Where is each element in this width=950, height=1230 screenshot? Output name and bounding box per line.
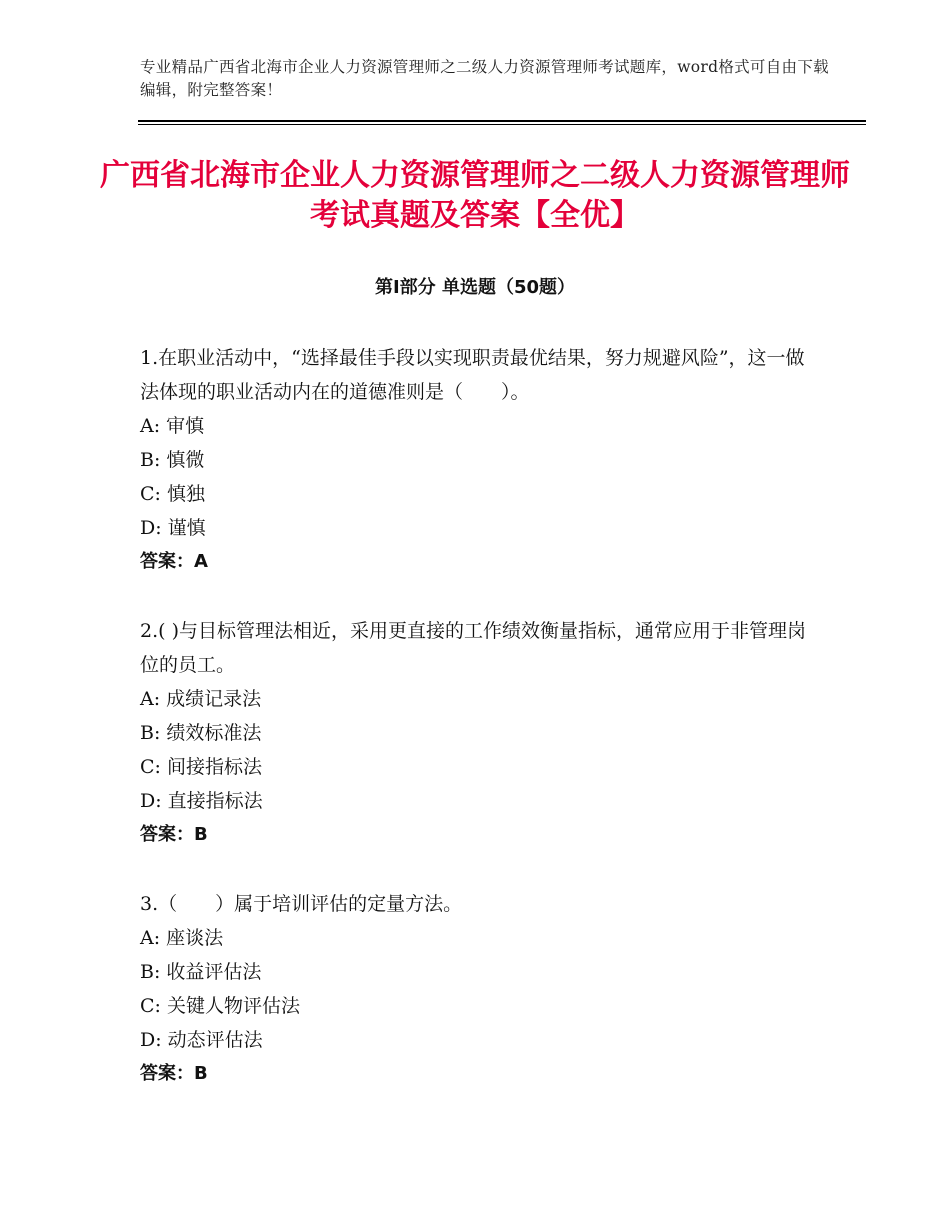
option-d: D: 动态评估法: [140, 1029, 263, 1051]
question-stem: 1.在职业活动中，“选择最佳手段以实现职责最优结果，努力规避风险”，这一做法体现的职业活动内在的道德准则是（ ）。: [140, 347, 805, 403]
option-b: B: 绩效标准法: [140, 722, 262, 744]
option-a: A: 座谈法: [140, 927, 224, 949]
answer-label: 答案：B: [140, 1063, 208, 1084]
answer-label: 答案：A: [140, 551, 208, 572]
option-b: B: 慎微: [140, 449, 205, 471]
header-rule-thick: [138, 120, 866, 122]
option-c: C: 慎独: [140, 483, 205, 505]
question-stem: 2.( )与目标管理法相近，采用更直接的工作绩效衡量指标，通常应用于非管理岗位的员工。: [140, 620, 806, 676]
option-d: D: 直接指标法: [140, 790, 263, 812]
answer-label: 答案：B: [140, 824, 208, 845]
option-c: C: 关键人物评估法: [140, 995, 300, 1017]
header-rule-thin: [138, 124, 866, 125]
option-b: B: 收益评估法: [140, 961, 262, 983]
page-title: 广西省北海市企业人力资源管理师之二级人力资源管理师考试真题及答案【全优】: [100, 158, 850, 233]
header-note: 专业精品广西省北海市企业人力资源管理师之二级人力资源管理师考试题库，word格式可自由下载编辑，附完整答案！: [140, 58, 829, 99]
question-1: [140, 341, 820, 579]
option-d: D: 谨慎: [140, 517, 206, 539]
section-heading: 第Ⅰ部分 单选题（50题）: [374, 277, 575, 298]
option-c: C: 间接指标法: [140, 756, 262, 778]
option-a: A: 审慎: [140, 415, 205, 437]
question-2: [140, 614, 820, 852]
question-stem: 3.（ ）属于培训评估的定量方法。: [140, 893, 463, 915]
question-3: [140, 887, 820, 1091]
option-a: A: 成绩记录法: [140, 688, 262, 710]
